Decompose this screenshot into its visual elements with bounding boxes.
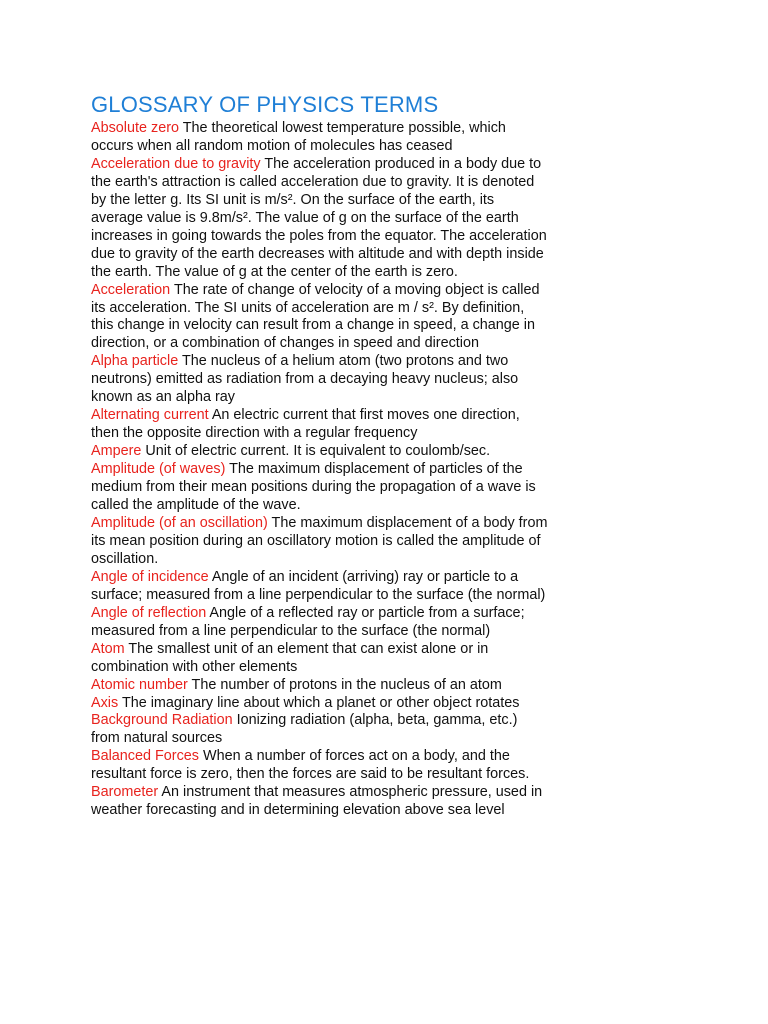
glossary-term: Barometer	[91, 784, 159, 801]
glossary-entry-alternating-current	[91, 407, 549, 443]
glossary-definition: The theoretical lowest temperature possible, which occurs when all random motion of molecules has ceased	[91, 120, 506, 154]
glossary-definition: The nucleus of a helium atom (two protons and two neutrons) emitted as radiation from a decaying heavy nucleus; also known as an alpha ray	[91, 353, 519, 406]
glossary-definition: An electric current that first moves one direction, then the opposite direction with a regular frequency	[91, 407, 520, 442]
glossary-term: Balanced Forces	[91, 748, 199, 765]
glossary-entry-acceleration	[91, 282, 549, 354]
page-title: GLOSSARY OF PHYSICS TERMS	[91, 92, 439, 117]
glossary-definition: Angle of an incident (arriving) ray or particle to a surface; measured from a line perpendicular to the surface (the normal)	[91, 568, 546, 603]
glossary-term: Angle of reflection	[91, 604, 207, 621]
glossary-entry-angle-of-incidence	[91, 569, 549, 605]
glossary-definition: The smallest unit of an element that can exist alone or in combination with other elements	[91, 640, 489, 675]
glossary-definition: The imaginary line about which a planet or other object rotates	[121, 694, 520, 711]
glossary-entry-amplitude-of-waves	[91, 461, 549, 515]
glossary-term: Background Radiation	[91, 712, 233, 729]
glossary-definition: The rate of change of velocity of a moving object is called its acceleration. The SI units of acceleration are m / s². By definition, this change in velocity can result from a change in speed, a change in direction, or a combination of changes in speed and direction	[91, 281, 540, 352]
glossary-term: Acceleration due to gravity	[91, 155, 261, 172]
glossary-definition: The acceleration produced in a body due to the earth's attraction is called acceleration due to gravity. It is denoted by the letter g. Its SI unit is m/s². On the surface of the earth, its average value is 9.8m/s². The value of g on the surface of the earth increases in going towards the poles from the equator. The acceleration due to gravity of the earth decreases with altitude and with depth inside the earth. The value of g at the center of the earth is zero.	[91, 155, 547, 280]
glossary-entry-axis	[91, 695, 549, 713]
glossary-term: Atom	[91, 640, 125, 657]
glossary-definition: Ionizing radiation (alpha, beta, gamma, etc.) from natural sources	[91, 712, 518, 747]
glossary-term: Angle of incidence	[91, 568, 209, 585]
glossary-term: Ampere	[91, 443, 142, 460]
glossary-entry-angle-of-reflection	[91, 605, 549, 641]
glossary-definition: When a number of forces act on a body, and the resultant force is zero, then the forces are said to be resultant forces.	[91, 748, 530, 783]
glossary-definition: An instrument that measures atmospheric pressure, used in weather forecasting and in determining elevation above sea level	[91, 784, 543, 819]
glossary-term: Alpha particle	[91, 353, 179, 370]
glossary-term: Acceleration	[91, 281, 171, 298]
glossary-definition: Angle of a reflected ray or particle from a surface; measured from a line perpendicular to the surface (the normal)	[91, 604, 525, 639]
glossary-term: Amplitude (of waves)	[91, 461, 226, 478]
glossary-term: Amplitude (of an oscillation)	[91, 514, 268, 531]
glossary-entry-ampere	[91, 443, 549, 461]
glossary-term: Atomic number	[91, 676, 188, 693]
glossary-entry-barometer	[91, 784, 549, 820]
glossary-term: Axis	[91, 694, 119, 711]
glossary-entry-alpha-particle	[91, 353, 549, 407]
glossary-entry-atomic-number	[91, 677, 549, 695]
glossary-entry-acceleration-due-to-gravity	[91, 156, 549, 282]
glossary-entry-balanced-forces	[91, 748, 549, 784]
glossary-term: Alternating current	[91, 407, 209, 424]
glossary-entry-absolute-zero	[91, 120, 549, 156]
glossary-term: Absolute zero	[91, 120, 179, 136]
glossary-list	[91, 120, 549, 820]
glossary-definition: The maximum displacement of particles of the medium from their mean positions during the propagation of a wave is called the amplitude of the wave.	[91, 461, 536, 514]
glossary-entry-amplitude-of-oscillation	[91, 515, 549, 569]
glossary-entry-background-radiation	[91, 712, 549, 748]
glossary-definition: The maximum displacement of a body from its mean position during an oscillatory motion is called the amplitude of oscillation.	[91, 514, 548, 567]
glossary-definition: Unit of electric current. It is equivalent to coulomb/sec.	[145, 443, 491, 460]
glossary-entry-atom	[91, 641, 549, 677]
glossary-definition: The number of protons in the nucleus of an atom	[191, 676, 502, 693]
